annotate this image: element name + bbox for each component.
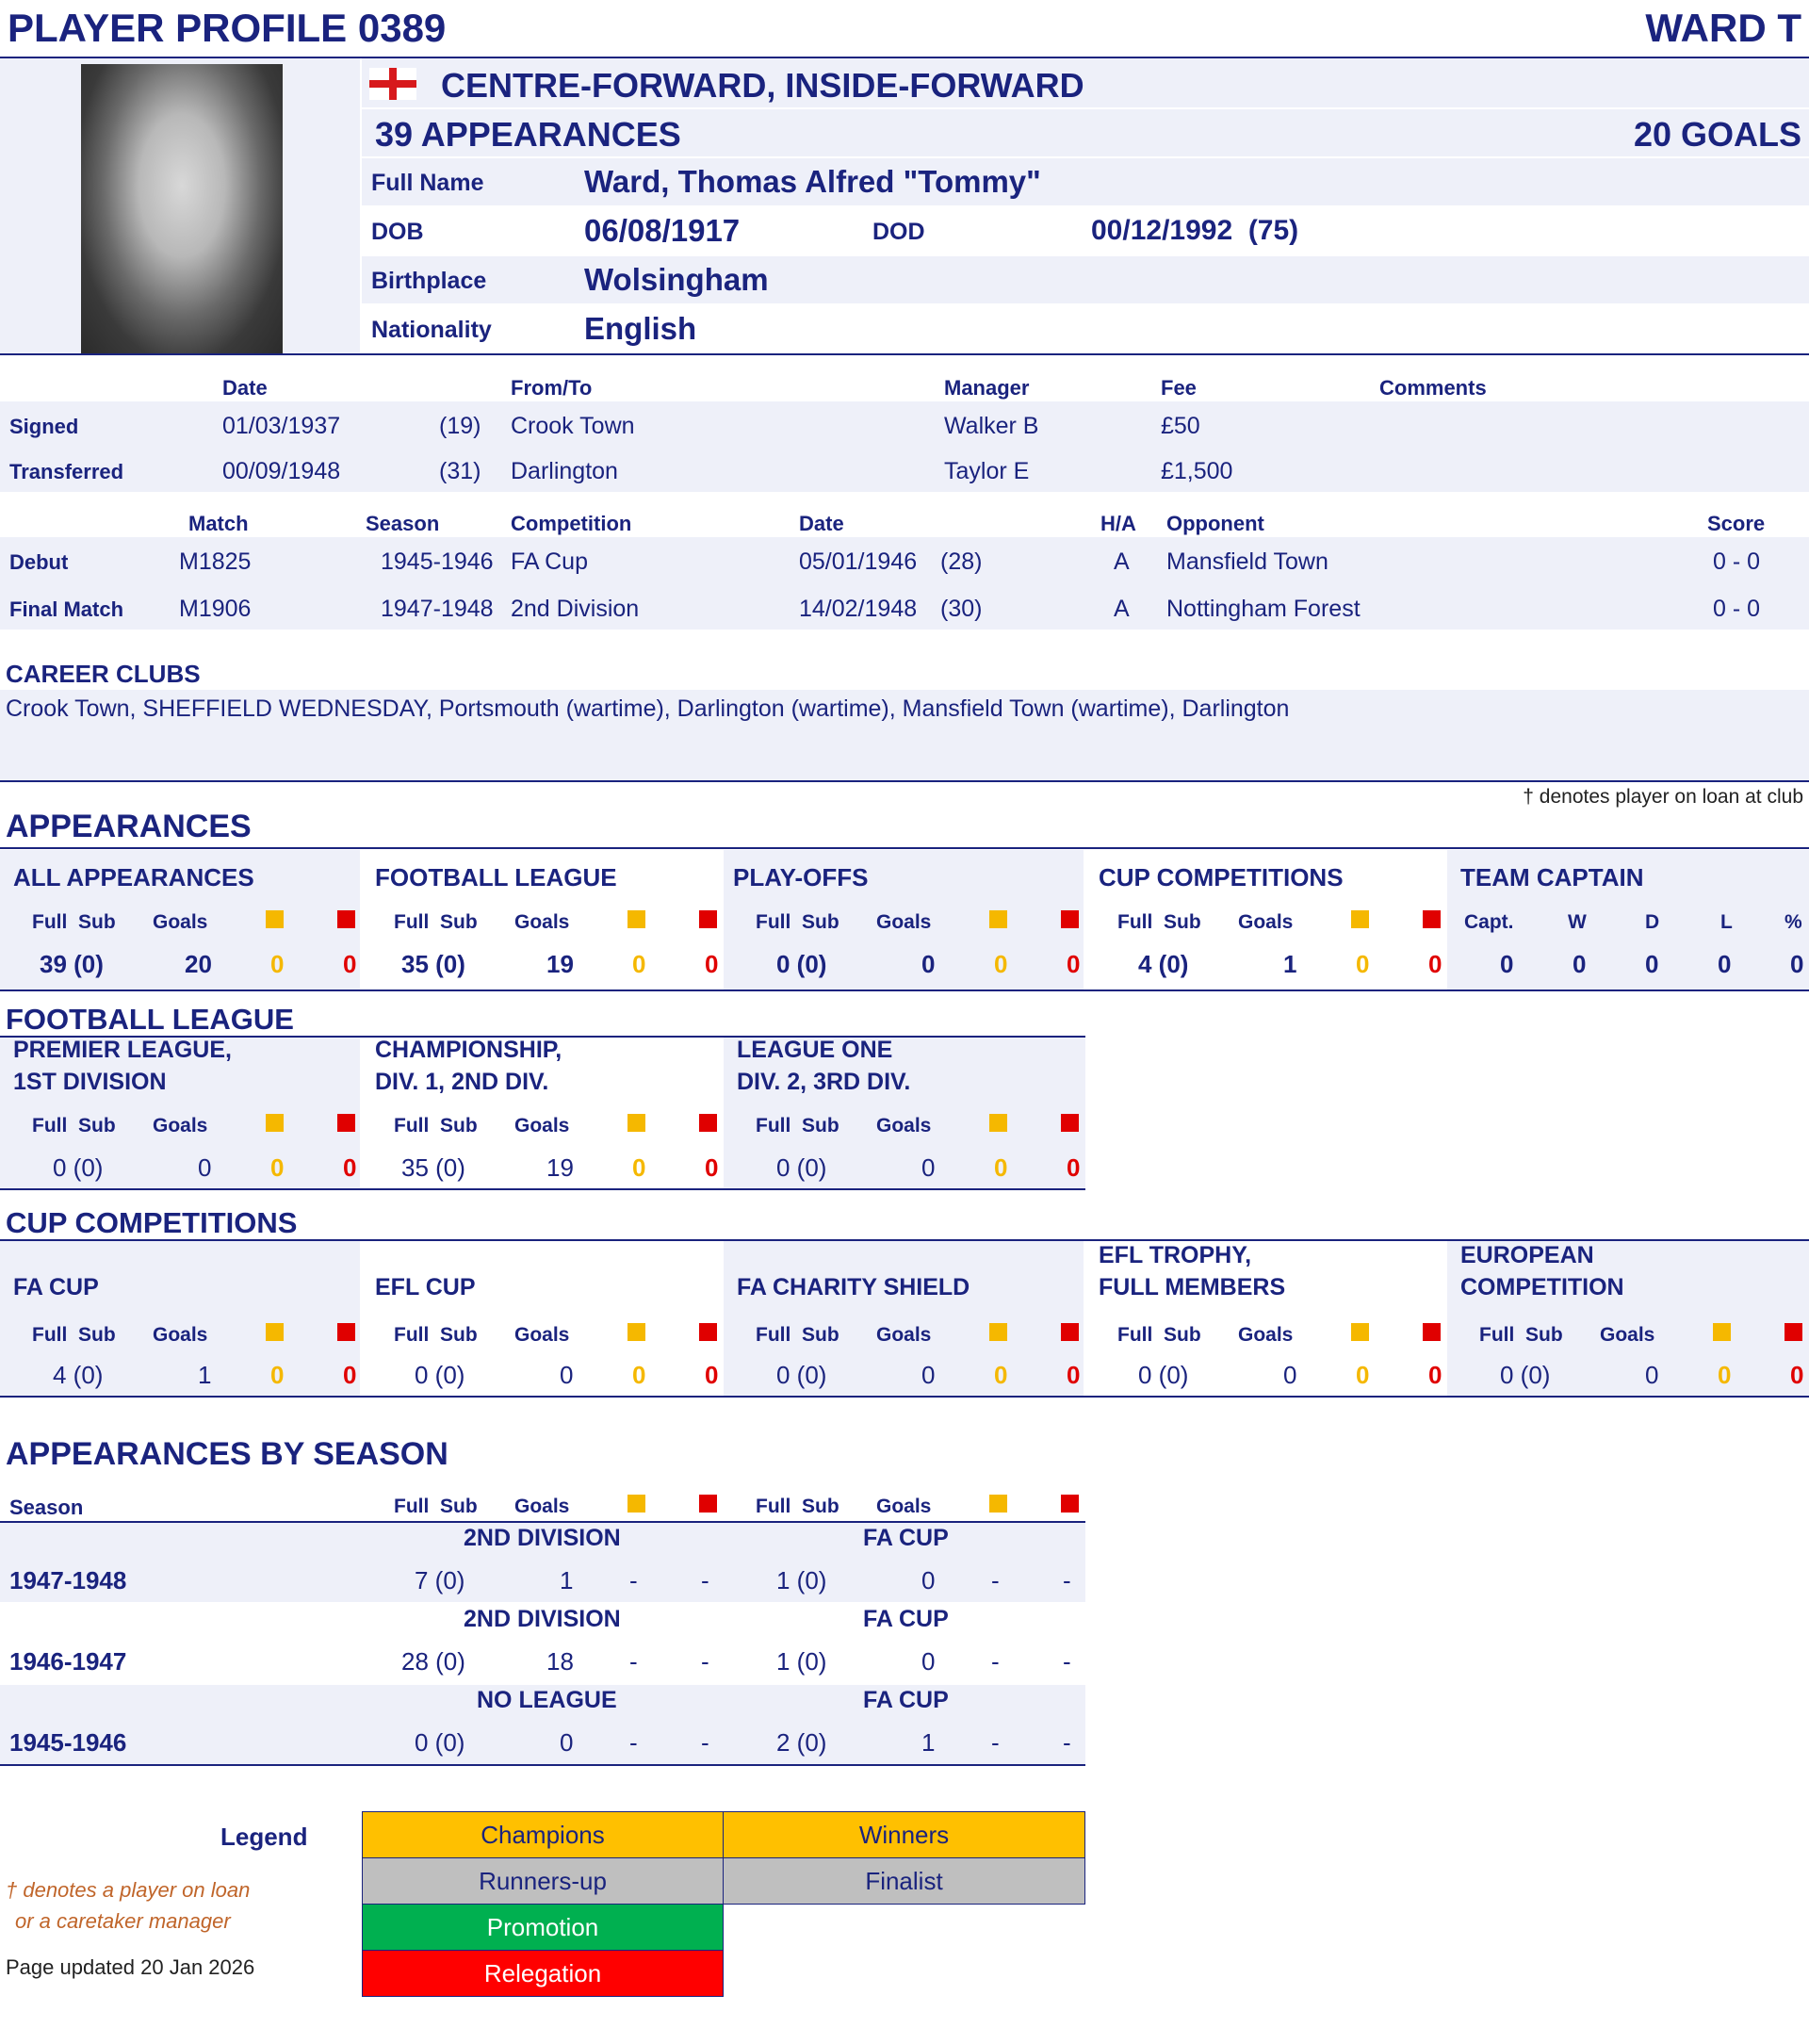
season-cup-yellow: - xyxy=(991,1728,1000,1757)
apps-goals: 0 xyxy=(921,950,936,978)
col-full-sub: Full Sub xyxy=(394,1324,478,1346)
season-league-yellow: - xyxy=(629,1728,638,1757)
season-label: 1946-1947 xyxy=(9,1647,127,1676)
yellow-card-icon xyxy=(1713,1323,1731,1341)
yellow-card-icon xyxy=(1351,1323,1369,1341)
cup-full-sub: 4 (0) xyxy=(53,1361,104,1389)
yellow-card-icon xyxy=(989,1323,1007,1341)
yellow-card-icon xyxy=(989,1495,1007,1513)
cup-group-title: COMPETITION xyxy=(1460,1274,1624,1300)
appearances-title: APPEARANCES xyxy=(6,809,252,844)
season-cup-red: - xyxy=(1063,1566,1071,1594)
season-cup-goals: 0 xyxy=(921,1647,936,1676)
fl-group-title: 1ST DIVISION xyxy=(13,1069,167,1095)
england-flag-icon xyxy=(369,68,416,100)
season-cup-full-sub: 2 (0) xyxy=(776,1728,827,1757)
nationality-value: English xyxy=(584,311,697,346)
cup-group-title: EFL TROPHY, xyxy=(1099,1242,1252,1268)
season-league-goals: 18 xyxy=(546,1647,574,1676)
cup-yellow: 0 xyxy=(1356,1361,1370,1389)
col-full-sub: Full Sub xyxy=(394,1115,478,1136)
col-goals: Goals xyxy=(876,1115,932,1136)
cup-yellow: 0 xyxy=(632,1361,646,1389)
match-row-opponent: Mansfield Town xyxy=(1166,548,1328,575)
apps-red: 0 xyxy=(1428,950,1442,978)
transfer-header-from-to: From/To xyxy=(511,376,593,400)
fl-full-sub: 0 (0) xyxy=(776,1153,827,1182)
match-row-competition: 2nd Division xyxy=(511,596,640,622)
cup-goals: 0 xyxy=(560,1361,574,1389)
cup-red: 0 xyxy=(705,1361,719,1389)
red-card-icon xyxy=(699,1323,717,1341)
col-goals: Goals xyxy=(514,1324,570,1346)
cup-full-sub: 0 (0) xyxy=(415,1361,465,1389)
transfer-row-club: Crook Town xyxy=(511,413,635,439)
match-row-id: M1906 xyxy=(179,596,252,622)
legend-winners: Winners xyxy=(723,1811,1085,1858)
season-league-goals: 0 xyxy=(560,1728,574,1757)
red-card-icon xyxy=(699,1114,717,1132)
captain-title: TEAM CAPTAIN xyxy=(1460,863,1644,891)
yellow-card-icon xyxy=(989,910,1007,928)
legend-title: Legend xyxy=(220,1823,308,1851)
season-league-name: 2ND DIVISION xyxy=(464,1525,621,1551)
apps-full-sub: 39 (0) xyxy=(40,950,104,978)
cup-red: 0 xyxy=(1067,1361,1081,1389)
match-header-competition: Competition xyxy=(511,512,632,535)
appearance-group-title: CUP COMPETITIONS xyxy=(1099,863,1344,891)
match-header-opponent: Opponent xyxy=(1166,512,1264,535)
apps-goals: 20 xyxy=(185,950,212,978)
loan-note: † denotes player on loan at club xyxy=(1523,786,1803,808)
apps-red: 0 xyxy=(705,950,719,978)
match-row-season: 1947-1948 xyxy=(381,596,494,622)
transfer-row-fee: £50 xyxy=(1161,413,1200,439)
transfer-row-fee: £1,500 xyxy=(1161,458,1233,484)
col-full-sub: Full Sub xyxy=(394,911,478,933)
season-league-red: - xyxy=(701,1566,709,1594)
yellow-card-icon xyxy=(266,910,284,928)
yellow-card-icon xyxy=(266,1323,284,1341)
appearance-group-title: FOOTBALL LEAGUE xyxy=(375,863,617,891)
dod-value: 00/12/1992 (75) xyxy=(1091,215,1299,246)
fl-group-title: LEAGUE ONE xyxy=(737,1037,893,1063)
cup-yellow: 0 xyxy=(1718,1361,1732,1389)
legend-relegation: Relegation xyxy=(362,1950,724,1997)
cup-red: 0 xyxy=(343,1361,357,1389)
season-cup-red: - xyxy=(1063,1647,1071,1676)
season-league-name: NO LEAGUE xyxy=(477,1687,617,1713)
captain-header: Capt. xyxy=(1464,911,1514,933)
fl-red: 0 xyxy=(1067,1153,1081,1182)
match-row-opponent: Nottingham Forest xyxy=(1166,596,1361,622)
apps-full-sub: 0 (0) xyxy=(776,950,827,978)
yellow-card-icon xyxy=(627,910,645,928)
match-header-score: Score xyxy=(1707,512,1766,535)
cup-full-sub: 0 (0) xyxy=(1500,1361,1551,1389)
season-label: 1945-1946 xyxy=(9,1728,127,1757)
player-short-name: WARD T xyxy=(1645,6,1801,50)
season-cup-full-sub: 1 (0) xyxy=(776,1647,827,1676)
appearances-total: 39 APPEARANCES xyxy=(375,115,681,154)
fl-group-title: CHAMPIONSHIP, xyxy=(375,1037,562,1063)
transfer-row-label: Signed xyxy=(9,415,79,438)
col-goals: Goals xyxy=(514,1115,570,1136)
match-row-score: 0 - 0 xyxy=(1713,548,1761,575)
apps-full-sub: 4 (0) xyxy=(1138,950,1189,978)
cup-goals: 1 xyxy=(198,1361,212,1389)
season-cup-yellow: - xyxy=(991,1566,1000,1594)
season-cup-name: FA CUP xyxy=(863,1687,949,1713)
season-col-label: Season xyxy=(9,1496,84,1519)
match-header-match: Match xyxy=(188,512,249,535)
red-card-icon xyxy=(1423,1323,1441,1341)
legend-note-line1: † denotes a player on loan xyxy=(6,1878,251,1902)
fl-red: 0 xyxy=(705,1153,719,1182)
legend-note-line2: or a caretaker manager xyxy=(15,1909,231,1933)
player-position: CENTRE-FORWARD, INSIDE-FORWARD xyxy=(441,66,1084,105)
transfer-row-age: (31) xyxy=(439,458,481,484)
legend-finalist: Finalist xyxy=(723,1857,1085,1905)
match-row-ha: A xyxy=(1114,548,1130,575)
transfer-row-date: 00/09/1948 xyxy=(222,458,341,484)
cup-goals: 0 xyxy=(1283,1361,1297,1389)
dob-value: 06/08/1917 xyxy=(584,213,741,248)
apps-goals: 1 xyxy=(1283,950,1297,978)
season-league-full-sub: 7 (0) xyxy=(415,1566,465,1594)
player-photo xyxy=(81,64,283,353)
red-card-icon xyxy=(337,1114,355,1132)
transfer-header-comments: Comments xyxy=(1379,376,1487,400)
page-title: PLAYER PROFILE 0389 xyxy=(8,6,447,50)
cup-competitions-title: CUP COMPETITIONS xyxy=(6,1206,298,1239)
match-row-age: (28) xyxy=(940,548,983,575)
match-row-season: 1945-1946 xyxy=(381,548,494,575)
col-full-sub: Full Sub xyxy=(32,911,116,933)
yellow-card-icon xyxy=(627,1323,645,1341)
col-full-sub: Full Sub xyxy=(756,1115,839,1136)
transfer-header-fee: Fee xyxy=(1161,376,1197,400)
red-card-icon xyxy=(337,1323,355,1341)
cup-yellow: 0 xyxy=(994,1361,1008,1389)
apps-yellow: 0 xyxy=(1356,950,1370,978)
goals-total: 20 GOALS xyxy=(1633,115,1801,154)
career-clubs-list: Crook Town, SHEFFIELD WEDNESDAY, Portsmouth (wartime), Darlington (wartime), Mansfield Town (wartime), Darlington xyxy=(6,695,1290,722)
red-card-icon xyxy=(337,910,355,928)
by-season-title: APPEARANCES BY SEASON xyxy=(6,1436,448,1472)
captain-value: 0 xyxy=(1790,950,1804,978)
cup-group-title: FA CHARITY SHIELD xyxy=(737,1274,970,1300)
col-full-sub: Full Sub xyxy=(32,1115,116,1136)
col-full-sub: Full Sub xyxy=(1117,911,1201,933)
season-label: 1947-1948 xyxy=(9,1566,127,1594)
season-league-red: - xyxy=(701,1728,709,1757)
legend-runners-up: Runners-up xyxy=(362,1857,724,1905)
col-full-sub: Full Sub xyxy=(394,1496,478,1517)
transfer-header-date: Date xyxy=(222,376,268,400)
apps-full-sub: 35 (0) xyxy=(401,950,465,978)
yellow-card-icon xyxy=(989,1114,1007,1132)
captain-value: 0 xyxy=(1573,950,1587,978)
col-goals: Goals xyxy=(876,911,932,933)
season-league-full-sub: 0 (0) xyxy=(415,1728,465,1757)
fl-goals: 0 xyxy=(198,1153,212,1182)
col-goals: Goals xyxy=(153,1115,208,1136)
cup-goals: 0 xyxy=(1645,1361,1659,1389)
red-card-icon xyxy=(1061,1495,1079,1513)
fl-full-sub: 0 (0) xyxy=(53,1153,104,1182)
col-goals: Goals xyxy=(1600,1324,1655,1346)
season-league-full-sub: 28 (0) xyxy=(401,1647,465,1676)
season-league-yellow: - xyxy=(629,1566,638,1594)
transfer-row-date: 01/03/1937 xyxy=(222,413,341,439)
season-cup-red: - xyxy=(1063,1728,1071,1757)
cup-yellow: 0 xyxy=(270,1361,285,1389)
match-header-ha: H/A xyxy=(1100,512,1136,535)
fl-yellow: 0 xyxy=(270,1153,285,1182)
fl-full-sub: 35 (0) xyxy=(401,1153,465,1182)
season-league-name: 2ND DIVISION xyxy=(464,1606,621,1632)
match-header-date: Date xyxy=(799,512,844,535)
cup-red: 0 xyxy=(1790,1361,1804,1389)
transfer-row-manager: Walker B xyxy=(944,413,1039,439)
cup-group-title: FULL MEMBERS xyxy=(1099,1274,1286,1300)
col-goals: Goals xyxy=(1238,911,1294,933)
transfer-row-club: Darlington xyxy=(511,458,618,484)
captain-header: W xyxy=(1568,911,1587,933)
full-name-label: Full Name xyxy=(371,170,484,196)
fl-group-title: PREMIER LEAGUE, xyxy=(13,1037,232,1063)
legend-champions: Champions xyxy=(362,1811,724,1858)
apps-yellow: 0 xyxy=(632,950,646,978)
fl-red: 0 xyxy=(343,1153,357,1182)
red-card-icon xyxy=(1785,1323,1802,1341)
col-goals: Goals xyxy=(514,911,570,933)
red-card-icon xyxy=(699,1495,717,1513)
col-goals: Goals xyxy=(876,1324,932,1346)
transfer-header-manager: Manager xyxy=(944,376,1030,400)
match-row-score: 0 - 0 xyxy=(1713,596,1761,622)
col-full-sub: Full Sub xyxy=(1117,1324,1201,1346)
transfer-row-label: Transferred xyxy=(9,460,124,483)
apps-yellow: 0 xyxy=(994,950,1008,978)
col-full-sub: Full Sub xyxy=(756,1324,839,1346)
legend-promotion: Promotion xyxy=(362,1904,724,1951)
red-card-icon xyxy=(1061,1114,1079,1132)
cup-group-title: EFL CUP xyxy=(375,1274,476,1300)
captain-header: % xyxy=(1785,911,1802,933)
season-cup-name: FA CUP xyxy=(863,1525,949,1551)
col-full-sub: Full Sub xyxy=(756,911,839,933)
cup-full-sub: 0 (0) xyxy=(776,1361,827,1389)
career-clubs-title: CAREER CLUBS xyxy=(6,660,201,688)
cup-red: 0 xyxy=(1428,1361,1442,1389)
apps-red: 0 xyxy=(1067,950,1081,978)
season-league-yellow: - xyxy=(629,1647,638,1676)
red-card-icon xyxy=(1423,910,1441,928)
fl-yellow: 0 xyxy=(632,1153,646,1182)
appearance-group-title: ALL APPEARANCES xyxy=(13,863,254,891)
red-card-icon xyxy=(1061,910,1079,928)
fl-goals: 0 xyxy=(921,1153,936,1182)
birthplace-label: Birthplace xyxy=(371,268,487,294)
captain-header: D xyxy=(1645,911,1660,933)
transfer-row-manager: Taylor E xyxy=(944,458,1030,484)
apps-red: 0 xyxy=(343,950,357,978)
match-row-date: 05/01/1946 xyxy=(799,548,918,575)
cup-goals: 0 xyxy=(921,1361,936,1389)
yellow-card-icon xyxy=(627,1495,645,1513)
match-row-competition: FA Cup xyxy=(511,548,588,575)
appearance-group-title: PLAY-OFFS xyxy=(733,863,869,891)
col-goals: Goals xyxy=(153,911,208,933)
match-row-id: M1825 xyxy=(179,548,252,575)
season-cup-full-sub: 1 (0) xyxy=(776,1566,827,1594)
match-row-date: 14/02/1948 xyxy=(799,596,918,622)
match-row-label: Final Match xyxy=(9,597,124,621)
yellow-card-icon xyxy=(627,1114,645,1132)
apps-yellow: 0 xyxy=(270,950,285,978)
apps-goals: 19 xyxy=(546,950,574,978)
captain-header: L xyxy=(1720,911,1733,933)
match-row-age: (30) xyxy=(940,596,983,622)
captain-value: 0 xyxy=(1718,950,1732,978)
dob-label: DOB xyxy=(371,219,424,245)
cup-full-sub: 0 (0) xyxy=(1138,1361,1189,1389)
season-cup-yellow: - xyxy=(991,1647,1000,1676)
match-header-season: Season xyxy=(366,512,440,535)
captain-value: 0 xyxy=(1500,950,1514,978)
match-row-ha: A xyxy=(1114,596,1130,622)
col-goals: Goals xyxy=(876,1496,932,1517)
cup-group-title: FA CUP xyxy=(13,1274,99,1300)
full-name-value: Ward, Thomas Alfred "Tommy" xyxy=(584,164,1041,199)
page-updated: Page updated 20 Jan 2026 xyxy=(6,1955,255,1979)
col-full-sub: Full Sub xyxy=(1479,1324,1563,1346)
nationality-label: Nationality xyxy=(371,317,492,343)
match-row-label: Debut xyxy=(9,550,69,574)
fl-yellow: 0 xyxy=(994,1153,1008,1182)
transfer-row-age: (19) xyxy=(439,413,481,439)
season-league-red: - xyxy=(701,1647,709,1676)
season-cup-goals: 0 xyxy=(921,1566,936,1594)
fl-goals: 19 xyxy=(546,1153,574,1182)
birthplace-value: Wolsingham xyxy=(584,262,769,297)
col-goals: Goals xyxy=(1238,1324,1294,1346)
football-league-title: FOOTBALL LEAGUE xyxy=(6,1003,294,1036)
captain-value: 0 xyxy=(1645,950,1659,978)
fl-group-title: DIV. 2, 3RD DIV. xyxy=(737,1069,911,1095)
cup-group-title: EUROPEAN xyxy=(1460,1242,1594,1268)
season-cup-goals: 1 xyxy=(921,1728,936,1757)
col-full-sub: Full Sub xyxy=(756,1496,839,1517)
col-full-sub: Full Sub xyxy=(32,1324,116,1346)
season-cup-name: FA CUP xyxy=(863,1606,949,1632)
col-goals: Goals xyxy=(153,1324,208,1346)
red-card-icon xyxy=(699,910,717,928)
season-league-goals: 1 xyxy=(560,1566,574,1594)
col-goals: Goals xyxy=(514,1496,570,1517)
dod-label: DOD xyxy=(872,219,925,245)
red-card-icon xyxy=(1061,1323,1079,1341)
yellow-card-icon xyxy=(266,1114,284,1132)
fl-group-title: DIV. 1, 2ND DIV. xyxy=(375,1069,549,1095)
yellow-card-icon xyxy=(1351,910,1369,928)
